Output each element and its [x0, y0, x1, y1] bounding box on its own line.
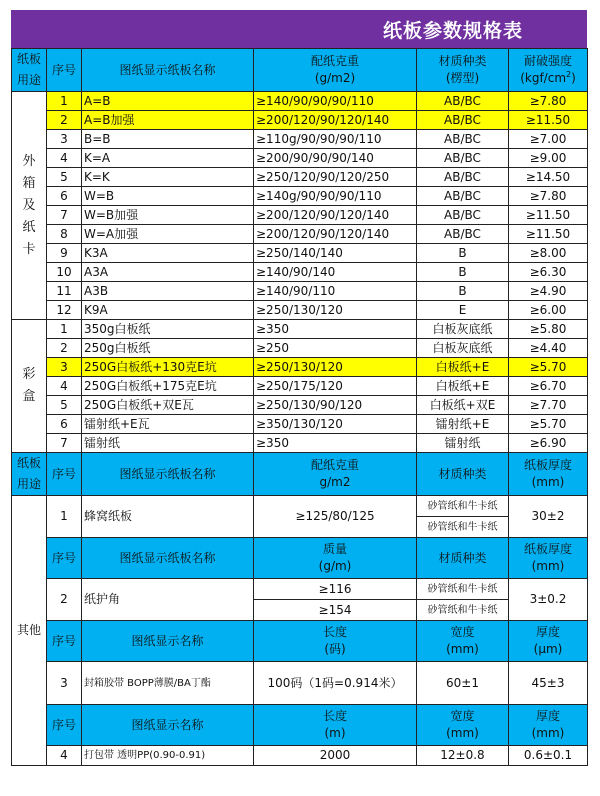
row-name: 镭射纸 — [82, 434, 254, 453]
row-no: 1 — [47, 92, 82, 111]
col-name-header: 图纸显示名称 — [82, 705, 254, 746]
row-name: W=B — [82, 187, 254, 206]
row-material: B — [417, 263, 509, 282]
table-row — [12, 263, 588, 282]
row-no: 5 — [47, 168, 82, 187]
row-mass: ≥154 — [254, 600, 417, 621]
use-header: 纸板用途 — [12, 453, 47, 496]
row-no: 11 — [47, 282, 82, 301]
row-material: AB/BC — [417, 225, 509, 244]
row-name: K9A — [82, 301, 254, 320]
row-material: 镭射纸+E — [417, 415, 509, 434]
row-weight: ≥350 — [254, 320, 417, 339]
row-name: W=A加强 — [82, 225, 254, 244]
subheader-strap — [12, 705, 588, 746]
row-width: 12±0.8 — [417, 746, 509, 766]
row-name: W=B加强 — [82, 206, 254, 225]
table-row — [12, 92, 588, 111]
row-weight: ≥200/120/90/120/140 — [254, 206, 417, 225]
row-material: E — [417, 301, 509, 320]
row-burst: ≥11.50 — [509, 111, 588, 130]
row-burst: ≥5.80 — [509, 320, 588, 339]
row-material: 砂管纸和牛卡纸 — [417, 600, 509, 621]
row-burst: ≥4.90 — [509, 282, 588, 301]
row-weight: ≥200/90/90/90/140 — [254, 149, 417, 168]
row-weight: ≥250/130/120 — [254, 358, 417, 377]
row-weight: ≥140/90/140 — [254, 263, 417, 282]
table-row — [12, 396, 588, 415]
row-weight: ≥250/130/90/120 — [254, 396, 417, 415]
row-weight: ≥250/120/90/120/250 — [254, 168, 417, 187]
group-label-outer-box: 外箱及纸卡 — [12, 92, 47, 320]
title-bar — [11, 10, 587, 48]
table-row — [12, 377, 588, 396]
col-width-header: 宽度 (mm) — [417, 705, 509, 746]
table-row — [12, 358, 588, 377]
table-row — [12, 339, 588, 358]
row-no: 4 — [47, 149, 82, 168]
row-material: 白板灰底纸 — [417, 320, 509, 339]
row-name: 封箱胶带 BOPP薄膜/BA丁酯 — [82, 662, 254, 705]
row-weight: ≥350/130/120 — [254, 415, 417, 434]
col-width-header: 宽度 (mm) — [417, 621, 509, 662]
row-mass: ≥116 — [254, 579, 417, 600]
row-name: K=A — [82, 149, 254, 168]
row-name: 350g白板纸 — [82, 320, 254, 339]
table-row — [12, 168, 588, 187]
row-thickness: 0.6±0.1 — [509, 746, 588, 766]
subheader-corner — [12, 538, 588, 579]
row-weight: ≥140/90/110 — [254, 282, 417, 301]
row-name: A3B — [82, 282, 254, 301]
col-weight-header: 配纸克重 g/m2 — [254, 453, 417, 496]
table-row — [12, 434, 588, 453]
row-material: AB/BC — [417, 130, 509, 149]
row-no: 2 — [47, 339, 82, 358]
row-name: 纸护角 — [82, 579, 254, 621]
row-material: 白板纸+双E — [417, 396, 509, 415]
row-burst: ≥14.50 — [509, 168, 588, 187]
row-name: B=B — [82, 130, 254, 149]
group-label-other: 其他 — [12, 496, 47, 766]
row-no: 2 — [47, 579, 82, 621]
table-row — [12, 149, 588, 168]
row-material: 白板纸+E — [417, 377, 509, 396]
row-name: 250g白板纸 — [82, 339, 254, 358]
col-length-header: 长度 (m) — [254, 705, 417, 746]
row-material: AB/BC — [417, 111, 509, 130]
col-thickness-header: 纸板厚度 (mm) — [509, 453, 588, 496]
row-name: A=B — [82, 92, 254, 111]
row-material: B — [417, 282, 509, 301]
col-weight-header: 配纸克重 (g/m2) — [254, 49, 417, 92]
row-burst: ≥5.70 — [509, 415, 588, 434]
row-no: 3 — [47, 662, 82, 705]
row-material: AB/BC — [417, 206, 509, 225]
row-material: 镭射纸 — [417, 434, 509, 453]
row-material: AB/BC — [417, 168, 509, 187]
row-weight: ≥200/120/90/120/140 — [254, 111, 417, 130]
col-length-header: 长度 (码) — [254, 621, 417, 662]
col-no-header: 序号 — [47, 705, 82, 746]
row-name: 蜂窝纸板 — [82, 496, 254, 538]
row-material: 砂管纸和牛卡纸 — [417, 579, 509, 600]
row-name: 镭射纸+E瓦 — [82, 415, 254, 434]
row-name: 250G白板纸+双E瓦 — [82, 396, 254, 415]
row-burst: ≥8.00 — [509, 244, 588, 263]
row-burst: ≥7.80 — [509, 187, 588, 206]
row-name: 250G白板纸+175克E坑 — [82, 377, 254, 396]
col-no-header: 序号 — [47, 538, 82, 579]
row-no: 5 — [47, 396, 82, 415]
table-row — [12, 282, 588, 301]
col-thickness-header: 纸板厚度 (mm) — [509, 538, 588, 579]
row-no: 3 — [47, 130, 82, 149]
row-no: 1 — [47, 320, 82, 339]
row-no: 12 — [47, 301, 82, 320]
row-burst: ≥7.80 — [509, 92, 588, 111]
page-title: 纸板参数规格表 — [382, 20, 523, 42]
group-label-color-box: 彩盒 — [12, 320, 47, 453]
table-row — [12, 746, 588, 766]
table-row — [12, 244, 588, 263]
row-name: 250G白板纸+130克E坑 — [82, 358, 254, 377]
row-weight: ≥250 — [254, 339, 417, 358]
col-material-header: 材质种类 — [417, 538, 509, 579]
row-no: 7 — [47, 206, 82, 225]
row-weight: ≥350 — [254, 434, 417, 453]
row-no: 4 — [47, 377, 82, 396]
row-width: 60±1 — [417, 662, 509, 705]
col-name-header: 图纸显示纸板名称 — [82, 538, 254, 579]
use-header: 纸板用途 — [12, 49, 47, 92]
row-name: A=B加强 — [82, 111, 254, 130]
row-burst: ≥11.50 — [509, 225, 588, 244]
col-name-header: 图纸显示名称 — [82, 621, 254, 662]
table-row — [12, 301, 588, 320]
row-no: 1 — [47, 496, 82, 538]
row-no: 4 — [47, 746, 82, 766]
table-row — [12, 187, 588, 206]
table-row — [12, 415, 588, 434]
row-weight: ≥250/130/120 — [254, 301, 417, 320]
row-no: 2 — [47, 111, 82, 130]
section1-header — [12, 49, 588, 92]
row-name: K=K — [82, 168, 254, 187]
row-material: AB/BC — [417, 187, 509, 206]
row-weight: ≥125/80/125 — [254, 496, 417, 538]
row-burst: ≥7.70 — [509, 396, 588, 415]
row-weight: ≥140g/90/90/90/110 — [254, 187, 417, 206]
row-material: B — [417, 244, 509, 263]
row-thickness: 30±2 — [509, 496, 588, 538]
row-burst: ≥9.00 — [509, 149, 588, 168]
row-name: K3A — [82, 244, 254, 263]
row-weight: ≥250/175/120 — [254, 377, 417, 396]
row-burst: ≥6.70 — [509, 377, 588, 396]
col-mass-header: 质量 (g/m) — [254, 538, 417, 579]
row-no: 6 — [47, 415, 82, 434]
col-no-header: 序号 — [47, 621, 82, 662]
row-burst: ≥5.70 — [509, 358, 588, 377]
row-no: 9 — [47, 244, 82, 263]
row-material: AB/BC — [417, 92, 509, 111]
row-name: A3A — [82, 263, 254, 282]
row-weight: ≥250/140/140 — [254, 244, 417, 263]
row-no: 7 — [47, 434, 82, 453]
row-no: 8 — [47, 225, 82, 244]
col-burst-header: 耐破强度 $(kgf/cm^2)$ — [509, 49, 588, 92]
col-name-header: 图纸显示纸板名称 — [82, 453, 254, 496]
row-burst: ≥6.90 — [509, 434, 588, 453]
col-thickness-header: 厚度 (mm) — [509, 705, 588, 746]
row-weight: ≥140/90/90/90/110 — [254, 92, 417, 111]
col-no-header: 序号 — [47, 49, 82, 92]
row-material: 白板纸+E — [417, 358, 509, 377]
table-row — [12, 206, 588, 225]
row-burst: ≥6.30 — [509, 263, 588, 282]
row-no: 3 — [47, 358, 82, 377]
table-row — [12, 496, 588, 517]
row-length: 2000 — [254, 746, 417, 766]
table-row — [12, 662, 588, 705]
row-burst: ≥6.00 — [509, 301, 588, 320]
col-material-header: 材质种类 (楞型) — [417, 49, 509, 92]
subheader-tape — [12, 621, 588, 662]
table-row — [12, 130, 588, 149]
row-burst: ≥7.00 — [509, 130, 588, 149]
row-material: 砂管纸和牛卡纸 — [417, 517, 509, 538]
spec-table — [11, 48, 588, 766]
row-material: 白板灰底纸 — [417, 339, 509, 358]
col-material-header: 材质种类 — [417, 453, 509, 496]
row-length: 100码（1码=0.914米） — [254, 662, 417, 705]
col-no-header: 序号 — [47, 453, 82, 496]
row-material: 砂管纸和牛卡纸 — [417, 496, 509, 517]
row-no: 6 — [47, 187, 82, 206]
section2-header — [12, 453, 588, 496]
row-thickness: 45±3 — [509, 662, 588, 705]
row-material: AB/BC — [417, 149, 509, 168]
col-name-header: 图纸显示纸板名称 — [82, 49, 254, 92]
row-name: 打包带 透明PP(0.90-0.91) — [82, 746, 254, 766]
row-no: 10 — [47, 263, 82, 282]
table-row — [12, 579, 588, 600]
table-row — [12, 225, 588, 244]
row-weight: ≥200/120/90/120/140 — [254, 225, 417, 244]
table-row — [12, 111, 588, 130]
row-thickness: 3±0.2 — [509, 579, 588, 621]
row-weight: ≥110g/90/90/90/110 — [254, 130, 417, 149]
row-burst: ≥11.50 — [509, 206, 588, 225]
col-thickness-header: 厚度 (μm) — [509, 621, 588, 662]
row-burst: ≥4.40 — [509, 339, 588, 358]
table-row — [12, 320, 588, 339]
